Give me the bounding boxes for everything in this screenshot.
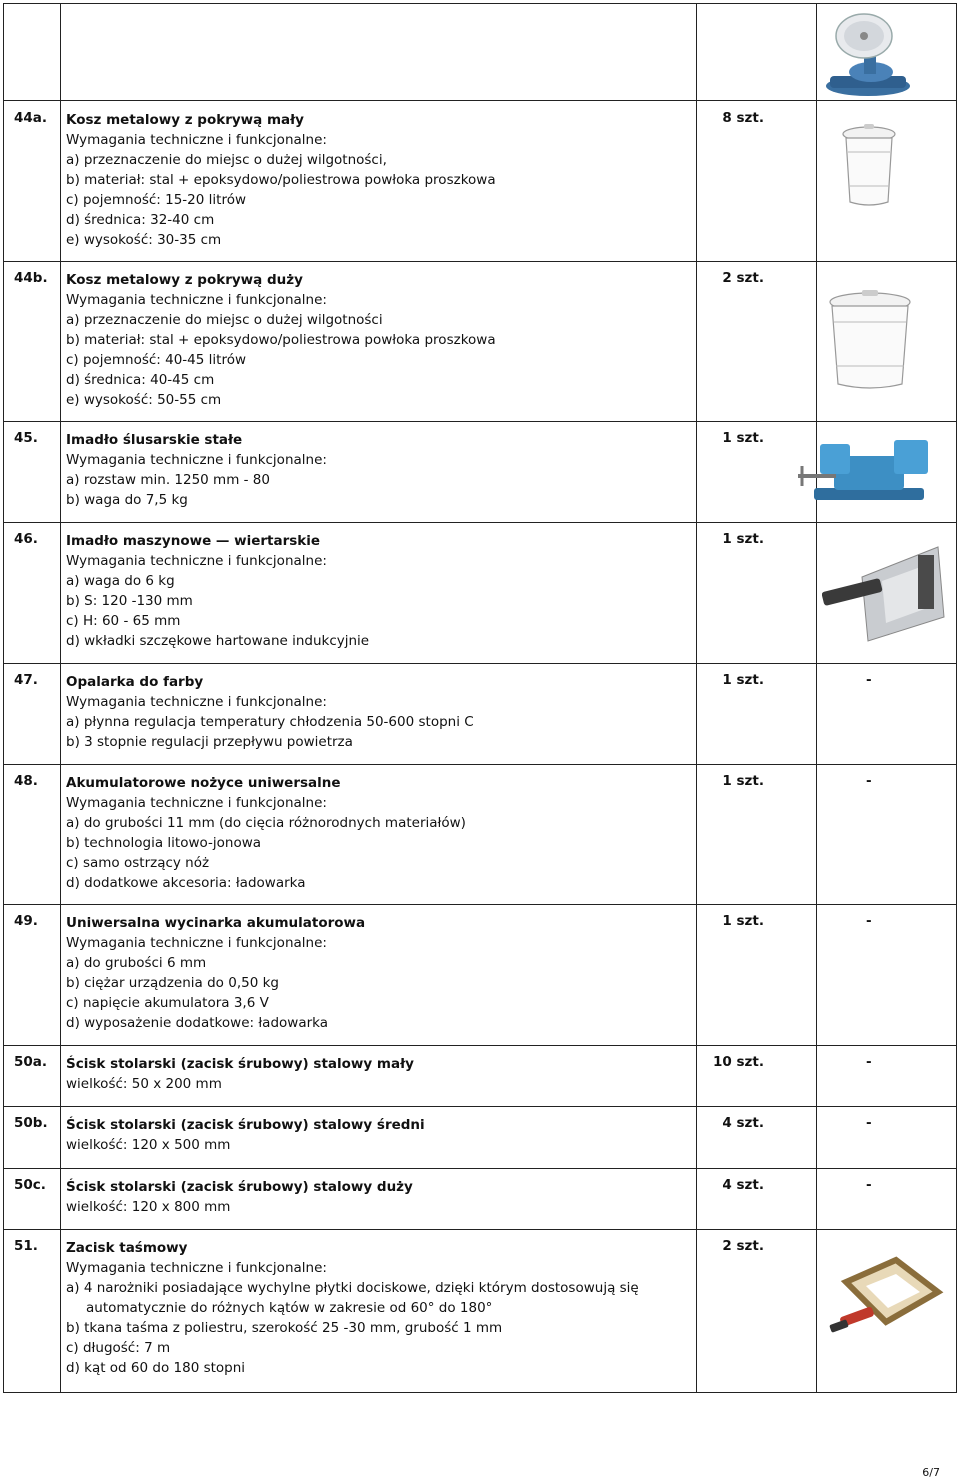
item-quantity: 2 szt.	[722, 1238, 764, 1254]
item-spec-line: c) samo ostrzący nóż	[66, 855, 210, 871]
item-spec-line: c) pojemność: 40-45 litrów	[66, 352, 246, 368]
item-image-placeholder: -	[866, 672, 872, 688]
item-number: 46.	[14, 531, 38, 547]
column-divider	[816, 4, 817, 1392]
item-description	[66, 1177, 686, 1217]
item-spec-line: c) pojemność: 15-20 litrów	[66, 192, 246, 208]
item-image-placeholder: -	[866, 1177, 872, 1193]
row-divider	[4, 663, 956, 664]
item-spec-line: e) wysokość: 50-55 cm	[66, 392, 222, 408]
item-spec-line: Wymagania techniczne i funkcjonalne:	[66, 553, 327, 569]
row-divider	[4, 764, 956, 765]
item-number: 45.	[14, 430, 38, 446]
item-image-placeholder: -	[866, 913, 872, 929]
item-spec-line: b) tkana taśma z poliestru, szerokość 25 -30 mm, grubość 1 mm	[66, 1320, 503, 1336]
item-description	[66, 773, 686, 893]
item-spec-line: b) ciężar urządzenia do 0,50 kg	[66, 975, 279, 991]
item-spec-line: a) płynna regulacja temperatury chłodzenia 50-600 stopni C	[66, 714, 474, 730]
item-spec-line: a) przeznaczenie do miejsc o dużej wilgotności	[66, 312, 383, 328]
item-number: 50a.	[14, 1054, 48, 1070]
item-title: Uniwersalna wycinarka akumulatorowa	[66, 915, 366, 931]
row-divider	[4, 261, 956, 262]
item-description	[66, 430, 686, 510]
item-spec-line: c) długość: 7 m	[66, 1340, 171, 1356]
item-title: Ścisk stolarski (zacisk śrubowy) stalowy mały	[66, 1056, 414, 1072]
column-divider	[696, 4, 697, 1392]
item-image-placeholder: -	[866, 1054, 872, 1070]
item-spec-line: a) do grubości 6 mm	[66, 955, 207, 971]
item-spec-line: a) 4 narożniki posiadające wychylne płytki dociskowe, dzięki którym dostosowują się	[66, 1280, 639, 1296]
item-number: 51.	[14, 1238, 38, 1254]
item-spec-line: b) materiał: stal + epoksydowo/poliestrowa powłoka proszkowa	[66, 332, 496, 348]
item-spec-line: wielkość: 120 x 500 mm	[66, 1137, 231, 1153]
row-divider	[4, 904, 956, 905]
trash-bin-small-icon	[840, 122, 898, 208]
column-divider	[60, 4, 61, 1392]
row-divider	[4, 100, 956, 101]
item-spec-line: wielkość: 50 x 200 mm	[66, 1076, 222, 1092]
row-divider	[4, 1106, 956, 1107]
item-spec-line: Wymagania techniczne i funkcjonalne:	[66, 132, 327, 148]
item-number: 50c.	[14, 1177, 46, 1193]
item-quantity: 1 szt.	[722, 531, 764, 547]
item-description	[66, 1115, 686, 1155]
item-description	[66, 1238, 686, 1378]
item-number: 49.	[14, 913, 38, 929]
item-quantity: 4 szt.	[722, 1115, 764, 1131]
item-spec-line: Wymagania techniczne i funkcjonalne:	[66, 795, 327, 811]
grinder-stand-icon	[816, 6, 918, 98]
strap-clamp-icon	[826, 1252, 946, 1348]
item-description	[66, 531, 686, 651]
item-table	[3, 3, 957, 1393]
item-number: 47.	[14, 672, 38, 688]
item-number: 44b.	[14, 270, 48, 286]
item-spec-line: automatycznie do różnych kątów w zakresie od 60° do 180°	[86, 1300, 493, 1316]
item-number: 44a.	[14, 110, 48, 126]
item-title: Imadło ślusarskie stałe	[66, 432, 243, 448]
item-quantity: 8 szt.	[722, 110, 764, 126]
drill-vise-icon	[822, 537, 948, 643]
row-divider	[4, 1168, 956, 1169]
item-spec-line: a) przeznaczenie do miejsc o dużej wilgotności,	[66, 152, 387, 168]
item-spec-line: d) średnica: 40-45 cm	[66, 372, 215, 388]
item-description	[66, 270, 686, 410]
item-spec-line: d) kąt od 60 do 180 stopni	[66, 1360, 246, 1376]
item-spec-line: Wymagania techniczne i funkcjonalne:	[66, 694, 327, 710]
item-spec-line: d) wkładki szczękowe hartowane indukcyjnie	[66, 633, 370, 649]
bench-vise-icon	[794, 434, 940, 504]
item-spec-line: c) H: 60 - 65 mm	[66, 613, 181, 629]
item-quantity: 1 szt.	[722, 430, 764, 446]
item-image-placeholder: -	[866, 773, 872, 789]
item-description	[66, 110, 686, 250]
item-title: Ścisk stolarski (zacisk śrubowy) stalowy średni	[66, 1117, 425, 1133]
item-title: Ścisk stolarski (zacisk śrubowy) stalowy duży	[66, 1179, 413, 1195]
item-image-placeholder: -	[866, 1115, 872, 1131]
item-spec-line: d) dodatkowe akcesoria: ładowarka	[66, 875, 306, 891]
item-number: 50b.	[14, 1115, 48, 1131]
row-divider	[4, 522, 956, 523]
item-title: Kosz metalowy z pokrywą mały	[66, 112, 304, 128]
row-divider	[4, 1229, 956, 1230]
page-number: 6/7	[922, 1466, 940, 1479]
item-spec-line: e) wysokość: 30-35 cm	[66, 232, 222, 248]
item-spec-line: d) średnica: 32-40 cm	[66, 212, 215, 228]
item-description	[66, 672, 686, 752]
item-title: Imadło maszynowe — wiertarskie	[66, 533, 321, 549]
item-quantity: 1 szt.	[722, 913, 764, 929]
item-spec-line: a) waga do 6 kg	[66, 573, 175, 589]
trash-bin-large-icon	[824, 288, 916, 392]
item-spec-line: Wymagania techniczne i funkcjonalne:	[66, 292, 327, 308]
item-title: Akumulatorowe nożyce uniwersalne	[66, 775, 341, 791]
item-spec-line: a) rozstaw min. 1250 mm - 80	[66, 472, 270, 488]
item-spec-line: b) materiał: stal + epoksydowo/poliestrowa powłoka proszkowa	[66, 172, 496, 188]
item-quantity: 10 szt.	[713, 1054, 764, 1070]
item-quantity: 2 szt.	[722, 270, 764, 286]
row-divider	[4, 421, 956, 422]
item-spec-line: a) do grubości 11 mm (do cięcia różnorodnych materiałów)	[66, 815, 466, 831]
item-number: 48.	[14, 773, 38, 789]
item-spec-line: b) technologia litowo-jonowa	[66, 835, 262, 851]
item-title: Kosz metalowy z pokrywą duży	[66, 272, 303, 288]
item-description	[66, 913, 686, 1033]
item-quantity: 1 szt.	[722, 773, 764, 789]
item-title: Zacisk taśmowy	[66, 1240, 188, 1256]
item-quantity: 4 szt.	[722, 1177, 764, 1193]
item-spec-line: Wymagania techniczne i funkcjonalne:	[66, 935, 327, 951]
item-spec-line: b) 3 stopnie regulacji przepływu powietrza	[66, 734, 353, 750]
item-spec-line: c) napięcie akumulatora 3,6 V	[66, 995, 269, 1011]
item-spec-line: d) wyposażenie dodatkowe: ładowarka	[66, 1015, 328, 1031]
item-spec-line: Wymagania techniczne i funkcjonalne:	[66, 1260, 327, 1276]
item-description	[66, 1054, 686, 1094]
item-spec-line: Wymagania techniczne i funkcjonalne:	[66, 452, 327, 468]
item-spec-line: wielkość: 120 x 800 mm	[66, 1199, 231, 1215]
item-title: Opalarka do farby	[66, 674, 204, 690]
item-spec-line: b) S: 120 -130 mm	[66, 593, 193, 609]
item-spec-line: b) waga do 7,5 kg	[66, 492, 188, 508]
item-quantity: 1 szt.	[722, 672, 764, 688]
row-divider	[4, 1045, 956, 1046]
